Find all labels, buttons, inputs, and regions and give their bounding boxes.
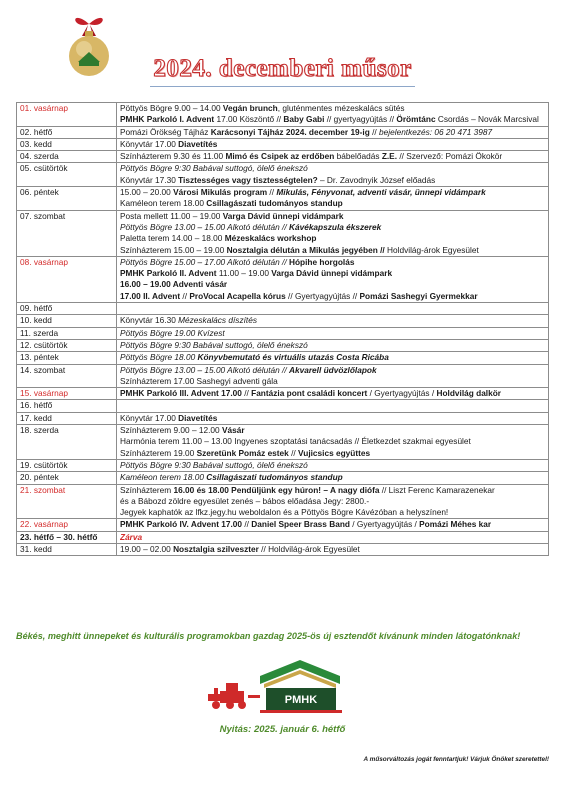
event-text: Nosztalgia szilveszter [173, 543, 259, 554]
program-events [117, 126, 549, 138]
program-events [117, 327, 549, 339]
event-text: Nosztalgia délután a Mikulás jegyében // [226, 244, 385, 255]
program-events [117, 138, 549, 150]
program-day: 19. csütörtök [17, 459, 117, 471]
event-text: 16.00 – 19.00 Adventi vásár [120, 279, 228, 290]
event-line [120, 103, 546, 114]
event-text: Színházterem 9.00 – 12.00 [120, 425, 222, 436]
event-line [120, 425, 546, 436]
event-text: 17.00 Köszöntő // [214, 114, 284, 125]
program-events [117, 210, 549, 256]
event-text: / Gyertyagyújtás / [349, 519, 420, 530]
program-events [117, 151, 549, 163]
program-day: 10. kedd [17, 315, 117, 327]
event-text: // [241, 388, 252, 399]
event-text: bejelentkezés: 06 20 471 3987 [379, 126, 493, 137]
event-line [120, 303, 546, 314]
event-line [120, 211, 546, 222]
program-events [117, 543, 549, 555]
event-text: Színházterem 17.00 Sashegyi adventi gála [120, 375, 278, 386]
logo-text: PMHK [284, 694, 318, 706]
event-line [120, 291, 546, 302]
event-text: Pomázi Örökség Tájház [120, 126, 211, 137]
event-text: // [180, 290, 190, 301]
event-text: Holdvilág-árok Egyesület [384, 244, 479, 255]
event-text: Könyvtár 17.30 [120, 174, 179, 185]
event-text: Akvarell üdvözlőlapok [288, 364, 377, 375]
program-events [117, 425, 549, 460]
program-events [117, 364, 549, 388]
event-text: Pöttyös Bögre 15.00 – 17.00 Alkotó délután // [120, 256, 289, 267]
event-text: PMHK Parkoló I. Advent [120, 114, 215, 125]
event-line [120, 233, 546, 244]
event-text: // Holdvilág-árok Egyesület [258, 543, 360, 554]
program-row [17, 151, 549, 163]
event-text: Pöttyös Bögre 9:30 Babával suttogó, ölelő énekszó [120, 163, 308, 174]
event-text: Vujicsics együttes [298, 447, 371, 458]
event-text: Városi Mikulás program [173, 187, 268, 198]
event-text: Tisztességes vagy tisztességtelen? [178, 174, 318, 185]
program-row [17, 256, 549, 302]
event-text: Daniel Speer Brass Band [251, 519, 350, 530]
title-divider [150, 86, 415, 87]
program-day: 22. vasárnap [17, 519, 117, 531]
event-text: Könyvbemutató és virtuális utazás Costa Ricába [197, 352, 389, 363]
program-day: 09. hétfő [17, 303, 117, 315]
program-row [17, 126, 549, 138]
event-text: Kaméleon terem 18.00 [120, 198, 207, 209]
event-text: , gluténmentes mézeskalács sütés [277, 103, 405, 113]
event-line [120, 340, 546, 351]
program-row [17, 519, 549, 531]
program-day: 18. szerda [17, 425, 117, 460]
event-text: // Szervező: Pomázi Ökokör [397, 151, 503, 162]
event-text: PMHK Parkoló III. Advent 17.00 [120, 388, 242, 399]
program-row [17, 103, 549, 127]
event-text: // [369, 126, 380, 137]
event-text: Paletta terem 14.00 – 18.00 [120, 233, 225, 244]
event-text: Hópihe horgolás [288, 256, 355, 267]
program-events [117, 531, 549, 543]
event-text: Diavetítés [178, 412, 218, 423]
program-events [117, 459, 549, 471]
program-row [17, 364, 549, 388]
event-text: Szeretünk Pomáz estek [196, 447, 289, 458]
event-text: Varga Dávid ünnepi vidámpark [222, 210, 344, 221]
event-text: Karácsonyi Tájház 2024. december 19-ig [210, 126, 370, 137]
event-text: PMHK Parkoló II. Advent [120, 268, 217, 279]
page-title: 2024. decemberi műsor [153, 55, 412, 82]
event-text: Vásár [221, 425, 245, 436]
event-text: Baby Gabi [283, 114, 325, 125]
pmhk-logo-train [200, 654, 360, 716]
event-text: // gyertyagyújtás // [324, 114, 397, 125]
event-line [120, 175, 546, 186]
program-day: 05. csütörtök [17, 163, 117, 187]
program-events [117, 484, 549, 519]
event-text: Örömtánc [396, 114, 436, 125]
event-text: Könyvtár 16.30 [120, 315, 179, 326]
program-events [117, 472, 549, 484]
event-line [120, 315, 546, 326]
event-text: és a Bábozd zöldre egyesület zenés – bábos előadása Jegy: 2800.- [120, 495, 370, 506]
event-line [120, 257, 546, 268]
event-text: Holdvilág dalkör [436, 388, 502, 399]
event-line [120, 127, 546, 138]
event-text: Harmónia terem 11.00 – 13.00 Ingyenes szoptatási tanácsadás // Életkezdet szakmai egyesület [120, 436, 471, 447]
event-text: PMHK Parkoló IV. Advent 17.00 [120, 519, 243, 530]
program-row [17, 187, 549, 211]
event-line [120, 532, 546, 543]
program-events [117, 412, 549, 424]
event-line [120, 519, 546, 530]
event-text: 16.00 és 18.00 Pendüljünk egy húron! – A nagy diófa [173, 484, 380, 495]
reopening-date: Nyitás: 2025. január 6. hétfő [219, 724, 346, 735]
program-table [16, 102, 549, 556]
event-text: Könyvtár 17.00 [120, 138, 179, 149]
event-line [120, 376, 546, 387]
event-line [120, 388, 546, 399]
program-day: 02. hétfő [17, 126, 117, 138]
program-events [117, 352, 549, 364]
program-row [17, 400, 549, 412]
event-text: ProVocal Acapella kórus [189, 290, 286, 301]
program-row [17, 210, 549, 256]
program-day: 14. szombat [17, 364, 117, 388]
event-text: / Gyertyagyújtás / [367, 388, 437, 399]
event-line [120, 365, 546, 376]
program-day: 21. szombat [17, 484, 117, 519]
event-line [120, 222, 546, 233]
disclaimer-note: A műsorváltozás jogát fenntartjuk! Várjuk Önöket szeretettel! [363, 756, 549, 763]
event-line [120, 400, 546, 411]
program-day: 03. kedd [17, 138, 117, 150]
program-day: 08. vasárnap [17, 256, 117, 302]
event-line [120, 268, 546, 279]
program-day: 12. csütörtök [17, 339, 117, 351]
event-line [120, 279, 546, 290]
program-day: 13. péntek [17, 352, 117, 364]
program-day: 20. péntek [17, 472, 117, 484]
program-row [17, 315, 549, 327]
program-day: 01. vasárnap [17, 103, 117, 127]
event-line [120, 187, 546, 198]
event-line [120, 163, 546, 174]
event-line [120, 460, 546, 471]
program-row [17, 412, 549, 424]
program-events [117, 339, 549, 351]
event-line [120, 245, 546, 256]
program-events [117, 388, 549, 400]
program-day: 04. szerda [17, 151, 117, 163]
event-text: Kávékapszula ékszerek [288, 221, 382, 232]
program-events [117, 400, 549, 412]
event-line [120, 413, 546, 424]
event-line [120, 448, 546, 459]
event-line [120, 507, 546, 518]
event-text: Jegyek kaphatók az lfkz.jegy.hu weboldalon és a Pöttyös Bögre Kávézóban a helyszínen! [120, 507, 449, 518]
program-row [17, 327, 549, 339]
event-text: Zárva [120, 531, 143, 542]
program-day: 15. vasárnap [17, 388, 117, 400]
program-row [17, 531, 549, 543]
program-day: 16. hétfő [17, 400, 117, 412]
program-row [17, 339, 549, 351]
event-text: Színházterem 9.30 és 11.00 [120, 151, 226, 162]
program-day: 06. péntek [17, 187, 117, 211]
event-text: Pöttyös Bögre 13.00 – 15.00 Alkotó délután // [120, 221, 289, 232]
program-events [117, 303, 549, 315]
program-day: 07. szombat [17, 210, 117, 256]
event-text: // [288, 447, 299, 458]
program-events [117, 256, 549, 302]
event-text: Vegán brunch [222, 103, 278, 113]
program-row [17, 138, 549, 150]
event-line [120, 328, 546, 339]
event-text: 15.00 – 20.00 [120, 187, 174, 198]
event-line [120, 114, 546, 125]
event-text: Mézeskalács workshop [224, 233, 317, 244]
event-text: // Gyertyagyújtás // [285, 290, 360, 301]
event-text: Pomázi Sashegyi Gyermekkar [359, 290, 478, 301]
event-line [120, 544, 546, 555]
event-text: // Liszt Ferenc Kamarazenekar [379, 484, 495, 495]
program-day: 17. kedd [17, 412, 117, 424]
program-row [17, 163, 549, 187]
event-line [120, 485, 546, 496]
event-text: Csordás – Novák Marcsival [435, 114, 539, 125]
program-events [117, 163, 549, 187]
event-text: Varga Dávid ünnepi vidámpark [271, 268, 393, 279]
event-text: Színházterem [120, 484, 174, 495]
event-text: Z.E. [381, 151, 398, 162]
program-events [117, 315, 549, 327]
event-line [120, 496, 546, 507]
event-text: 11.00 – 19.00 [216, 268, 272, 279]
event-text: – Dr. Zavodnyik József előadás [317, 174, 436, 185]
event-line [120, 472, 546, 483]
event-text: Posta mellett 11.00 – 19.00 [120, 210, 223, 221]
program-events [117, 103, 549, 127]
event-line [120, 352, 546, 363]
event-text: 19.00 – 02.00 [120, 543, 174, 554]
program-row [17, 303, 549, 315]
program-row [17, 425, 549, 460]
event-line [120, 198, 546, 209]
event-text: Pöttyös Bögre 9.00 – 14.00 [120, 103, 223, 113]
greeting-text: Békés, meghitt ünnepeket és kulturális programokban gazdag 2025-ös új esztendőt kívánunk minden látogatónknak! [16, 631, 521, 641]
event-text: Pöttyös Bögre 9:30 Babával suttogó, ölelő énekszó [120, 459, 308, 470]
program-day: 31. kedd [17, 543, 117, 555]
event-text: Mézeskalács díszítés [178, 315, 257, 326]
program-day: 11. szerda [17, 327, 117, 339]
event-text: Csillagászati tudományos standup [206, 198, 343, 209]
event-text: Pöttyös Bögre 19.00 Kvízest [120, 327, 225, 338]
event-text: Kaméleon terem 18.00 [120, 472, 207, 483]
program-row [17, 484, 549, 519]
event-text: Diavetítés [178, 138, 218, 149]
event-text: Könyvtár 17.00 [120, 412, 179, 423]
event-text: Csillagászati tudományos standup [206, 472, 343, 483]
event-text: Pöttyös Bögre 13.00 – 15.00 Alkotó délután // [120, 364, 289, 375]
event-line [120, 139, 546, 150]
event-text: Mikulás, Fényvonat, adventi vásár, ünnepi vidámpark [276, 187, 486, 198]
event-text: Fantázia pont családi koncert [251, 388, 368, 399]
event-text: Színházterem 15.00 – 19.00 [120, 244, 227, 255]
event-text: Mimó és Csipek az erdőben [225, 151, 335, 162]
program-row [17, 472, 549, 484]
program-row [17, 459, 549, 471]
event-text: Színházterem 19.00 [120, 447, 197, 458]
program-events [117, 187, 549, 211]
program-events [117, 519, 549, 531]
event-text: Pöttyös Bögre 18.00 [120, 352, 198, 363]
event-text: Pöttyös Bögre 9:30 Babával suttogó, ölelő énekszó [120, 339, 308, 350]
program-row [17, 352, 549, 364]
event-line [120, 151, 546, 162]
event-text: Pomázi Méhes kar [419, 519, 492, 530]
program-row [17, 543, 549, 555]
event-text: 17.00 II. Advent [120, 290, 181, 301]
event-text: bábelőadás [334, 151, 382, 162]
event-line [120, 436, 546, 447]
event-text: // [267, 187, 277, 198]
event-text: // [242, 519, 252, 530]
program-day: 23. hétfő – 30. hétfő [17, 531, 117, 543]
program-row [17, 388, 549, 400]
